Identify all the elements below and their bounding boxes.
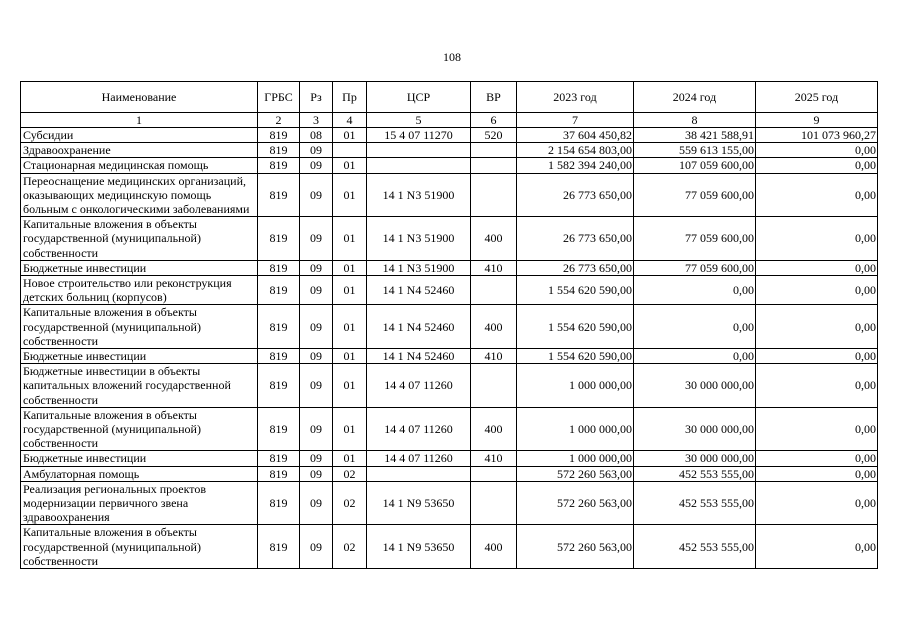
- cell-2025: 0,00: [756, 260, 878, 275]
- cell-2025: 0,00: [756, 525, 878, 569]
- cell-csr: 14 1 N3 51900: [367, 173, 471, 217]
- cell-name: Амбулаторная помощь: [21, 466, 258, 481]
- cell-grbs: 819: [258, 349, 300, 364]
- budget-table: [20, 81, 878, 569]
- cell-pr: 01: [333, 305, 367, 349]
- cell-csr: 14 4 07 11260: [367, 407, 471, 451]
- cell-2023: 26 773 650,00: [517, 217, 634, 261]
- cell-vr: [471, 481, 517, 525]
- header-vr: ВР: [471, 82, 517, 113]
- cell-vr: [471, 143, 517, 158]
- cell-grbs: 819: [258, 466, 300, 481]
- cell-rz: 09: [300, 276, 333, 305]
- cell-pr: 01: [333, 158, 367, 173]
- column-number: 4: [333, 113, 367, 128]
- cell-2025: 0,00: [756, 407, 878, 451]
- cell-name: Капитальные вложения в объекты государственной (муниципальной) собственности: [21, 305, 258, 349]
- cell-rz: 09: [300, 349, 333, 364]
- cell-rz: 09: [300, 158, 333, 173]
- cell-csr: 14 1 N4 52460: [367, 305, 471, 349]
- cell-rz: 09: [300, 481, 333, 525]
- cell-2023: 572 260 563,00: [517, 481, 634, 525]
- cell-pr: 01: [333, 173, 367, 217]
- table-row: [21, 305, 878, 349]
- cell-2024: 559 613 155,00: [634, 143, 756, 158]
- column-number: 6: [471, 113, 517, 128]
- cell-name: Бюджетные инвестиции: [21, 260, 258, 275]
- cell-name: Капитальные вложения в объекты государственной (муниципальной) собственности: [21, 525, 258, 569]
- cell-2025: 0,00: [756, 349, 878, 364]
- cell-name: Субсидии: [21, 128, 258, 143]
- cell-pr: 01: [333, 407, 367, 451]
- cell-grbs: 819: [258, 276, 300, 305]
- cell-2025: 0,00: [756, 143, 878, 158]
- header-name: Наименование: [21, 82, 258, 113]
- cell-vr: 520: [471, 128, 517, 143]
- cell-vr: [471, 173, 517, 217]
- cell-name: Переоснащение медицинских организаций, оказывающих медицинскую помощь больным с онкологическими заболеваниями: [21, 173, 258, 217]
- cell-2025: 0,00: [756, 217, 878, 261]
- cell-rz: 09: [300, 451, 333, 466]
- cell-2025: 0,00: [756, 173, 878, 217]
- cell-2025: 0,00: [756, 451, 878, 466]
- column-number: 7: [517, 113, 634, 128]
- cell-csr: 14 1 N3 51900: [367, 217, 471, 261]
- cell-rz: 09: [300, 260, 333, 275]
- cell-2024: 30 000 000,00: [634, 451, 756, 466]
- cell-csr: 14 1 N3 51900: [367, 260, 471, 275]
- cell-csr: [367, 466, 471, 481]
- cell-2024: 452 553 555,00: [634, 481, 756, 525]
- cell-vr: [471, 466, 517, 481]
- cell-2024: 0,00: [634, 276, 756, 305]
- cell-rz: 08: [300, 128, 333, 143]
- cell-pr: 02: [333, 466, 367, 481]
- table-row: [21, 481, 878, 525]
- cell-2024: 30 000 000,00: [634, 407, 756, 451]
- cell-name: Стационарная медицинская помощь: [21, 158, 258, 173]
- cell-pr: 01: [333, 364, 367, 408]
- cell-2023: 1 000 000,00: [517, 451, 634, 466]
- cell-csr: 14 1 N9 53650: [367, 481, 471, 525]
- header-csr: ЦСР: [367, 82, 471, 113]
- cell-2023: 1 000 000,00: [517, 407, 634, 451]
- table-row: [21, 276, 878, 305]
- cell-grbs: 819: [258, 158, 300, 173]
- cell-pr: 01: [333, 260, 367, 275]
- cell-csr: 14 4 07 11260: [367, 364, 471, 408]
- cell-name: Бюджетные инвестиции: [21, 349, 258, 364]
- cell-pr: 01: [333, 276, 367, 305]
- cell-name: Капитальные вложения в объекты государственной (муниципальной) собственности: [21, 217, 258, 261]
- cell-name: Капитальные вложения в объекты государственной (муниципальной) собственности: [21, 407, 258, 451]
- table-row: [21, 260, 878, 275]
- cell-rz: 09: [300, 525, 333, 569]
- cell-csr: [367, 143, 471, 158]
- cell-grbs: 819: [258, 173, 300, 217]
- cell-vr: [471, 276, 517, 305]
- cell-name: Реализация региональных проектов модернизации первичного звена здравоохранения: [21, 481, 258, 525]
- cell-2024: 0,00: [634, 349, 756, 364]
- cell-2025: 101 073 960,27: [756, 128, 878, 143]
- column-number: 1: [21, 113, 258, 128]
- header-2025: 2025 год: [756, 82, 878, 113]
- cell-pr: 01: [333, 451, 367, 466]
- cell-2025: 0,00: [756, 305, 878, 349]
- cell-grbs: 819: [258, 451, 300, 466]
- cell-grbs: 819: [258, 364, 300, 408]
- cell-grbs: 819: [258, 407, 300, 451]
- cell-pr: [333, 143, 367, 158]
- cell-vr: [471, 158, 517, 173]
- header-grbs: ГРБС: [258, 82, 300, 113]
- cell-grbs: 819: [258, 128, 300, 143]
- cell-2023: 1 582 394 240,00: [517, 158, 634, 173]
- cell-grbs: 819: [258, 525, 300, 569]
- cell-grbs: 819: [258, 481, 300, 525]
- cell-2024: 107 059 600,00: [634, 158, 756, 173]
- column-number: 2: [258, 113, 300, 128]
- table-row: [21, 217, 878, 261]
- cell-rz: 09: [300, 407, 333, 451]
- column-number-row: [21, 113, 878, 128]
- column-number: 9: [756, 113, 878, 128]
- header-row: [21, 82, 878, 113]
- cell-pr: 01: [333, 349, 367, 364]
- cell-pr: 01: [333, 217, 367, 261]
- cell-csr: 14 1 N4 52460: [367, 349, 471, 364]
- cell-2023: 37 604 450,82: [517, 128, 634, 143]
- table-row: [21, 349, 878, 364]
- table-row: [21, 466, 878, 481]
- cell-csr: 15 4 07 11270: [367, 128, 471, 143]
- table-row: [21, 143, 878, 158]
- cell-2023: 572 260 563,00: [517, 466, 634, 481]
- cell-grbs: 819: [258, 143, 300, 158]
- column-number: 3: [300, 113, 333, 128]
- cell-grbs: 819: [258, 260, 300, 275]
- cell-vr: 400: [471, 407, 517, 451]
- cell-2024: 0,00: [634, 305, 756, 349]
- cell-vr: 400: [471, 305, 517, 349]
- cell-2024: 30 000 000,00: [634, 364, 756, 408]
- cell-2023: 1 000 000,00: [517, 364, 634, 408]
- cell-csr: 14 4 07 11260: [367, 451, 471, 466]
- cell-vr: 410: [471, 349, 517, 364]
- table-row: [21, 364, 878, 408]
- cell-csr: 14 1 N9 53650: [367, 525, 471, 569]
- cell-2025: 0,00: [756, 364, 878, 408]
- cell-pr: 01: [333, 128, 367, 143]
- cell-vr: 410: [471, 451, 517, 466]
- cell-2024: 452 553 555,00: [634, 525, 756, 569]
- cell-2024: 452 553 555,00: [634, 466, 756, 481]
- cell-2024: 38 421 588,91: [634, 128, 756, 143]
- cell-pr: 02: [333, 525, 367, 569]
- cell-grbs: 819: [258, 305, 300, 349]
- cell-name: Новое строительство или реконструкция детских больниц (корпусов): [21, 276, 258, 305]
- cell-vr: [471, 364, 517, 408]
- cell-2023: 26 773 650,00: [517, 173, 634, 217]
- column-number: 5: [367, 113, 471, 128]
- cell-grbs: 819: [258, 217, 300, 261]
- cell-2024: 77 059 600,00: [634, 260, 756, 275]
- cell-rz: 09: [300, 364, 333, 408]
- cell-pr: 02: [333, 481, 367, 525]
- table-row: [21, 158, 878, 173]
- cell-rz: 09: [300, 466, 333, 481]
- cell-vr: 400: [471, 525, 517, 569]
- column-number: 8: [634, 113, 756, 128]
- cell-rz: 09: [300, 305, 333, 349]
- cell-2025: 0,00: [756, 466, 878, 481]
- cell-2025: 0,00: [756, 158, 878, 173]
- cell-name: Бюджетные инвестиции в объекты капитальных вложений государственной собственности: [21, 364, 258, 408]
- page-number: 108: [443, 50, 461, 64]
- cell-rz: 09: [300, 217, 333, 261]
- cell-2025: 0,00: [756, 481, 878, 525]
- cell-2025: 0,00: [756, 276, 878, 305]
- cell-2023: 1 554 620 590,00: [517, 276, 634, 305]
- cell-2023: 2 154 654 803,00: [517, 143, 634, 158]
- cell-vr: 400: [471, 217, 517, 261]
- cell-2024: 77 059 600,00: [634, 173, 756, 217]
- table-row: [21, 128, 878, 143]
- header-rz: Рз: [300, 82, 333, 113]
- cell-2023: 1 554 620 590,00: [517, 349, 634, 364]
- header-2023: 2023 год: [517, 82, 634, 113]
- cell-rz: 09: [300, 173, 333, 217]
- cell-vr: 410: [471, 260, 517, 275]
- cell-name: Бюджетные инвестиции: [21, 451, 258, 466]
- table-row: [21, 173, 878, 217]
- table-row: [21, 407, 878, 451]
- cell-2023: 572 260 563,00: [517, 525, 634, 569]
- cell-2023: 26 773 650,00: [517, 260, 634, 275]
- cell-2023: 1 554 620 590,00: [517, 305, 634, 349]
- cell-rz: 09: [300, 143, 333, 158]
- cell-2024: 77 059 600,00: [634, 217, 756, 261]
- header-pr: Пр: [333, 82, 367, 113]
- header-2024: 2024 год: [634, 82, 756, 113]
- table-row: [21, 451, 878, 466]
- cell-csr: [367, 158, 471, 173]
- cell-csr: 14 1 N4 52460: [367, 276, 471, 305]
- cell-name: Здравоохранение: [21, 143, 258, 158]
- table-row: [21, 525, 878, 569]
